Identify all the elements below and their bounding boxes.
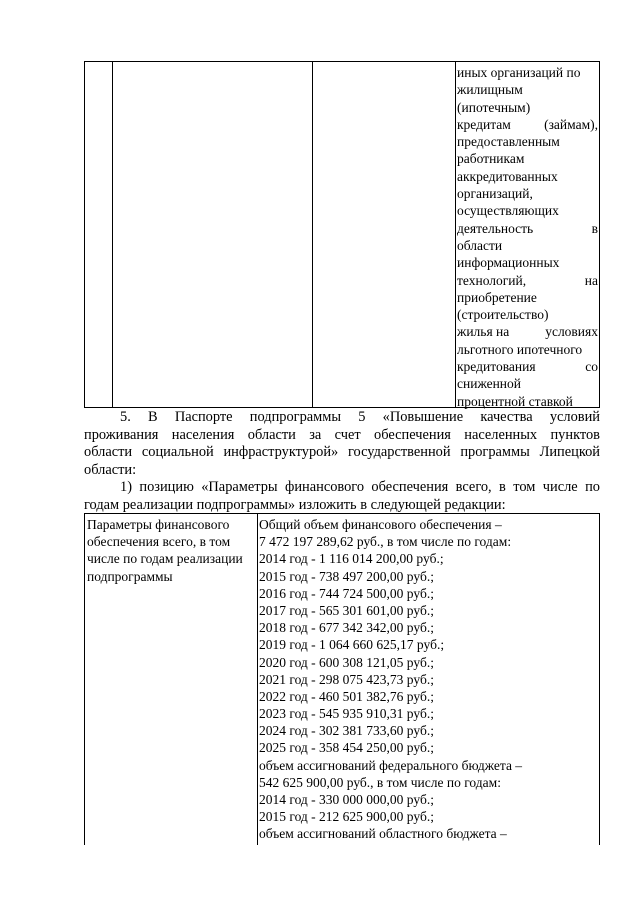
text-word: В bbox=[148, 409, 158, 425]
text-word: 5. bbox=[120, 409, 131, 425]
text-word: населенных bbox=[464, 426, 538, 443]
text-word: области bbox=[247, 426, 296, 443]
text-line: жилищным bbox=[457, 82, 523, 98]
text-word: технологий, bbox=[457, 272, 527, 288]
text-word: на bbox=[584, 272, 598, 288]
text-word: населения bbox=[171, 426, 235, 443]
text-line: Общий объем финансового обеспечения – bbox=[259, 517, 502, 532]
text-word: за bbox=[309, 426, 322, 443]
text-line: 2025 год - 358 454 250,00 руб.; bbox=[259, 740, 434, 756]
text-word: деятельность bbox=[457, 220, 534, 236]
text-word: счет bbox=[334, 426, 361, 443]
text-line: 2018 год - 677 342 342,00 руб.; bbox=[259, 620, 434, 636]
paragraph-item-5 bbox=[84, 409, 600, 479]
text-line: 2022 год - 460 501 382,76 руб.; bbox=[259, 688, 434, 704]
table-column-divider bbox=[112, 62, 113, 407]
text-line: аккредитованных bbox=[457, 168, 558, 184]
table-column-divider bbox=[257, 514, 258, 845]
text-word: кредитам bbox=[457, 116, 511, 132]
text-line: 2015 год - 212 625 900,00 руб.; bbox=[259, 809, 434, 825]
text-word: Паспорте bbox=[174, 409, 233, 425]
text-word: социальной bbox=[141, 444, 214, 460]
text-line: Параметры финансового bbox=[87, 517, 230, 532]
text-line: подпрограммы bbox=[87, 568, 173, 584]
text-line: информационных bbox=[457, 255, 560, 271]
text-line bbox=[84, 409, 600, 427]
text-word: всего, bbox=[455, 479, 492, 495]
text-word: по bbox=[585, 479, 600, 495]
table-column-divider bbox=[455, 62, 456, 407]
text-word: качества bbox=[480, 409, 533, 425]
text-word: государственной bbox=[348, 444, 451, 460]
text-word: числе bbox=[542, 479, 578, 495]
text-line: 2015 год - 738 497 200,00 руб.; bbox=[259, 568, 434, 584]
text-word: условий bbox=[549, 409, 600, 425]
table-param-name bbox=[87, 516, 255, 585]
text-word: инфраструктурой» bbox=[223, 444, 339, 460]
text-line: объем ассигнований федерального бюджета – bbox=[259, 757, 523, 773]
text-line: 2023 год - 545 935 910,31 руб.; bbox=[259, 706, 434, 722]
text-line: 2014 год - 1 116 014 200,00 руб.; bbox=[259, 551, 444, 567]
text-line: 2021 год - 298 075 423,73 руб.; bbox=[259, 671, 434, 687]
text-line: 2019 год - 1 064 660 625,17 руб.; bbox=[259, 637, 445, 653]
text-word: «Повышение bbox=[382, 409, 464, 425]
text-word: 5 bbox=[358, 409, 366, 425]
text-line: 2024 год - 302 381 733,60 руб.; bbox=[259, 723, 434, 739]
text-line: 7 472 197 289,62 руб., в том числе по годам: bbox=[259, 534, 512, 550]
text-word: программы bbox=[460, 444, 530, 460]
text-line: обеспечения всего, в том bbox=[87, 534, 231, 550]
text-line: работникам bbox=[457, 151, 525, 167]
text-word: пунктов bbox=[550, 426, 600, 443]
text-line bbox=[84, 479, 600, 497]
text-line: организаций, bbox=[457, 186, 533, 202]
text-line: 2020 год - 600 308 121,05 руб.; bbox=[259, 654, 434, 670]
text-line: приобретение bbox=[457, 289, 537, 305]
text-word: (займам), bbox=[544, 116, 598, 132]
text-line bbox=[457, 323, 598, 340]
text-line: осуществляющих bbox=[457, 203, 559, 219]
text-word: 1) bbox=[120, 479, 132, 495]
text-line bbox=[457, 272, 598, 289]
text-line: сниженной bbox=[457, 376, 522, 392]
financing-table bbox=[84, 513, 600, 845]
table-param-value bbox=[259, 516, 599, 843]
text-line: (ипотечным) bbox=[457, 99, 531, 115]
text-word: жилья на bbox=[457, 324, 510, 340]
text-line bbox=[457, 220, 598, 237]
continuation-table bbox=[84, 61, 600, 408]
text-line: числе по годам реализации bbox=[87, 551, 243, 567]
text-word: кредитования bbox=[457, 359, 536, 375]
text-line: 2017 год - 565 301 601,00 руб.; bbox=[259, 602, 434, 618]
text-line: 2014 год - 330 000 000,00 руб.; bbox=[259, 792, 434, 807]
text-word: обеспечения bbox=[374, 426, 451, 443]
text-word: обеспечения bbox=[371, 479, 449, 495]
text-word: том bbox=[513, 479, 536, 495]
text-word: в bbox=[591, 220, 598, 236]
text-word: области bbox=[84, 444, 133, 460]
text-word: проживания bbox=[84, 426, 159, 443]
text-line: 542 625 900,00 руб., в том числе по годам: bbox=[259, 774, 501, 790]
text-line: процентной ставкой bbox=[457, 393, 573, 409]
text-line bbox=[457, 358, 598, 375]
text-line: (строительство) bbox=[457, 307, 549, 323]
table-column-divider bbox=[312, 62, 313, 407]
text-line bbox=[84, 427, 600, 445]
text-word: условиях bbox=[545, 324, 598, 340]
text-line bbox=[84, 444, 600, 462]
text-line: льготного ипотечного bbox=[457, 341, 583, 357]
text-line bbox=[457, 116, 598, 133]
text-line: области: bbox=[84, 461, 137, 478]
text-line: иных организаций по bbox=[457, 65, 581, 80]
text-line: годам реализации подпрограммы» изложить в следующей редакции: bbox=[84, 496, 506, 513]
paragraph-item-1 bbox=[84, 479, 600, 514]
text-line: объем ассигнований областного бюджета – bbox=[259, 826, 507, 842]
text-word: подпрограммы bbox=[249, 409, 342, 425]
text-line: области bbox=[457, 237, 503, 253]
text-word: в bbox=[499, 479, 506, 495]
text-word: финансового bbox=[285, 479, 365, 495]
text-word: со bbox=[585, 359, 598, 375]
text-word: Липецкой bbox=[539, 444, 600, 460]
text-word: позицию bbox=[139, 479, 194, 495]
text-line: предоставленным bbox=[457, 134, 560, 150]
text-line: 2016 год - 744 724 500,00 руб.; bbox=[259, 585, 434, 601]
table-cell-text bbox=[457, 64, 598, 410]
text-word: «Параметры bbox=[201, 479, 278, 495]
